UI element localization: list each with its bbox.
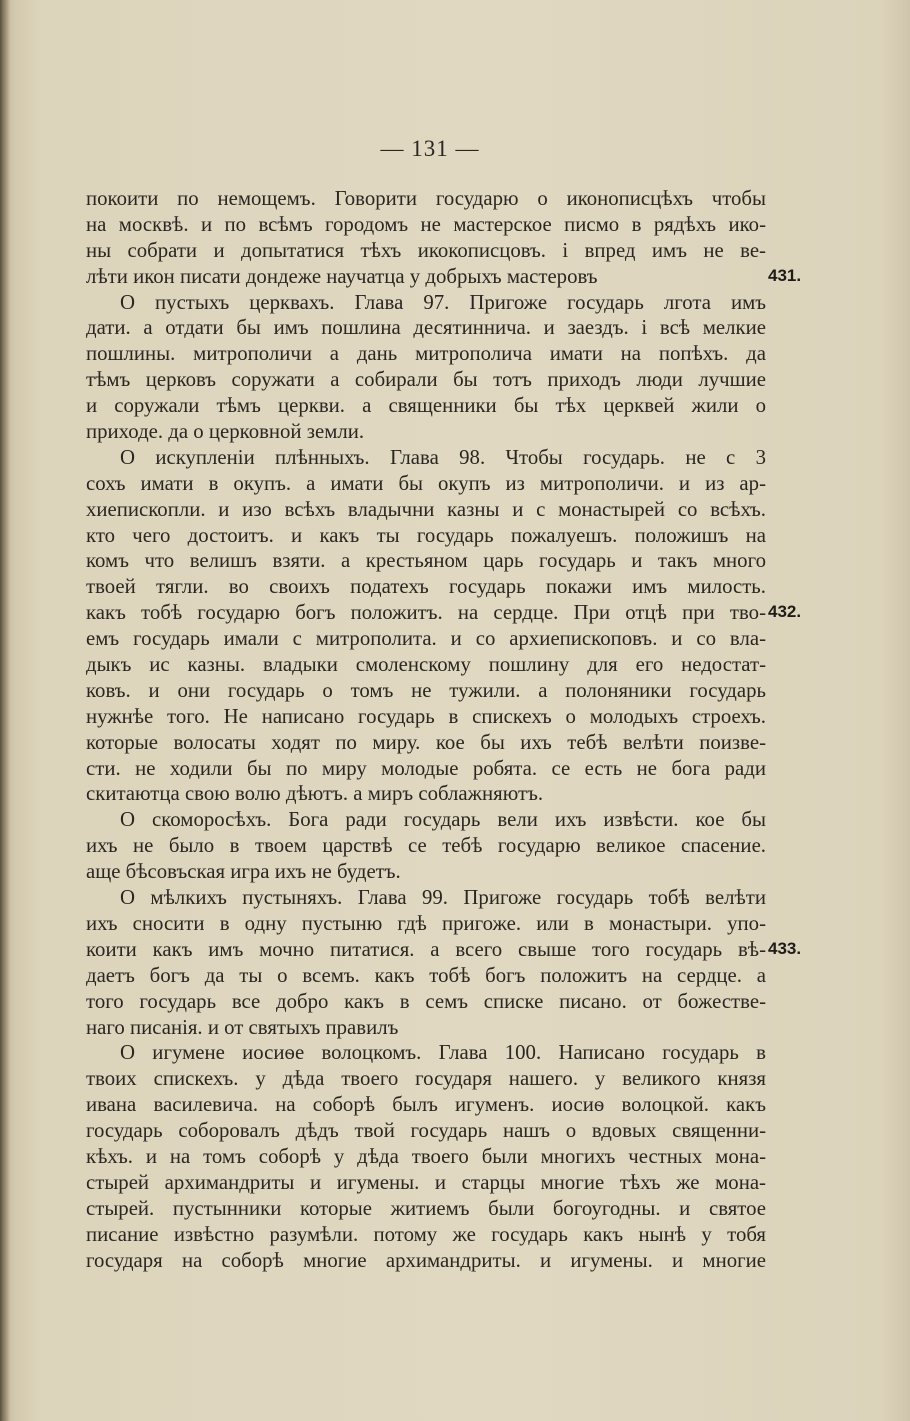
text-line: кѣхъ. и на томъ соборѣ у дѣда твоего были многихъ честных мона-	[86, 1144, 766, 1168]
text-line: сти. не ходили бы по миру молодые робята. се есть не бога ради	[86, 756, 766, 780]
text-line: твоих спискехъ. у дѣда твоего государя нашего. у великого князя	[86, 1067, 766, 1091]
text-line: О мѣлкихъ пустыняхъ. Глава 99. Пригоже государь тобѣ велѣти	[120, 886, 766, 910]
text-line: ивана василевича. на соборѣ былъ игуменъ. иосиѳ волоцкой. какъ	[86, 1093, 766, 1117]
text-line: О искупленіи плѣнныхъ. Глава 98. Чтобы государь. не с 3	[120, 445, 766, 469]
page-number: — 131 —	[380, 136, 480, 161]
text-line: кто чего достоитъ. и какъ ты государь пожалуешъ. положишъ на	[86, 523, 766, 547]
text-line: стырей архимандриты и игумены. и старцы многие тѣхъ же мона-	[86, 1170, 766, 1194]
text-line: покоити по немощемъ. Говорити государю о иконописцѣхъ чтобы	[86, 187, 766, 210]
text-line: тѣмъ церковъ соружати а собирали бы тотъ приходъ люди лучшие	[86, 368, 766, 392]
text-line: комъ что велишъ взяти. а крестьяном царь государь и такъ много	[86, 549, 766, 573]
text-line: емъ государь имали с митрополита. и со архиепископовъ. и со вла-	[86, 627, 766, 651]
text-line: ковъ. и они государь о томъ не тужили. а полоняники государь	[86, 678, 766, 702]
text-line: писание извѣстно разумѣли. потому же государь какъ нынѣ у тобя	[86, 1222, 766, 1246]
text-line: пошлины. митрополичи а дань митрополича имати на попѣхъ. да	[86, 342, 766, 366]
text-line: на москвѣ. и по всѣмъ городомъ не мастерское писмо в рядѣхъ ико-	[86, 212, 766, 236]
text-line: которые волосаты ходят по миру. кое бы ихъ тебѣ велѣти поизве-	[86, 730, 766, 754]
text-line: О скоморосѣхъ. Бога ради государь вели ихъ извѣсти. кое бы	[120, 808, 766, 832]
text-line: О пустыхъ церквахъ. Глава 97. Пригоже государь лгота имъ	[120, 290, 766, 314]
text-line: даетъ богъ да ты о всемъ. какъ тобѣ богъ положитъ на сердце. а	[86, 963, 766, 987]
text-body	[86, 186, 766, 1273]
text-line: того государь все добро какъ в семъ списке писано. от божестве-	[86, 989, 766, 1013]
margin-note: 431.	[768, 265, 802, 285]
page-binding-edge	[0, 0, 10, 1421]
text-line: дати. а отдати бы имъ пошлина десятиннича. и заездъ. і всѣ мелкие	[86, 316, 766, 340]
margin-note: 432.	[768, 602, 802, 622]
text-line: стырей. пустынники которые житиемъ были богоугодны. и святое	[86, 1196, 766, 1220]
text-line: и соружали тѣмъ церкви. а священники бы тѣх церквей жили о	[86, 394, 766, 418]
text-line: ихъ не было в твоем царствѣ се тебѣ государю великое спасение.	[86, 834, 766, 858]
text-line: нужнѣе того. Не написано государь в спискехъ о молодыхъ строехъ.	[86, 704, 766, 728]
text-line: О игумене иосиѳе волоцкомъ. Глава 100. Написано государь в	[120, 1041, 766, 1065]
text-line: аще бѣсовъская игра ихъ не будетъ.	[86, 860, 401, 884]
text-line: коити какъ имъ мочно питатися. а всего свыше того государь вѣ-	[86, 937, 766, 961]
text-line: государь соборовалъ дѣдъ твой государь нашъ о вдовых священни-	[86, 1119, 766, 1143]
text-line: сохъ имати в окупъ. а имати бы окупъ из митрополичи. и из ар-	[86, 471, 766, 495]
text-line: лѣти икон писати дондеже научатца у добрыхъ мастеровъ	[86, 264, 598, 288]
text-line: ны собрати и допытатися тѣхъ икокописцовъ. і впред имъ не ве-	[86, 238, 766, 262]
text-line: наго писанія. и от святыхъ правилъ	[86, 1015, 399, 1039]
text-line: хиепископли. и изо всѣхъ владычни казны и с монастырей со всѣхъ.	[86, 497, 766, 521]
text-line: какъ тобѣ государю богъ положитъ. на сердце. При отцѣ при тво-	[86, 601, 766, 625]
text-line: ихъ сносити в одну пустыню гдѣ пригоже. или в монастыри. упо-	[86, 911, 766, 935]
text-line: твоей тягли. во своихъ податехъ государь покажи имъ милость.	[86, 575, 766, 599]
margin-note: 433.	[768, 939, 802, 959]
text-line: приходе. да о церковной земли.	[86, 420, 365, 444]
text-line: государя на соборѣ многие архимандриты. и игумены. и многие	[86, 1248, 766, 1272]
text-line: скитаютца свою волю дѣютъ. а миръ соблажняютъ.	[86, 782, 544, 806]
text-line: дыкъ ис казны. владыки смоленскому пошлину для его недостат-	[86, 653, 766, 677]
